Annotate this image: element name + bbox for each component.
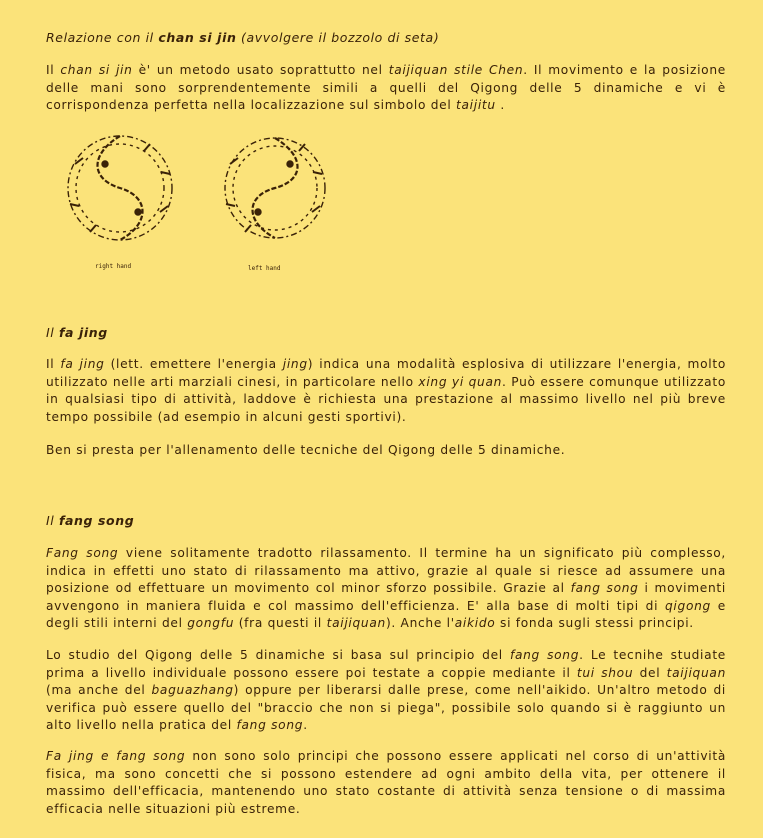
text-run: taijiquan stile Chen — [388, 63, 524, 77]
text-run: (fra questi il — [234, 616, 327, 631]
heading-term: fang song — [58, 513, 135, 528]
text-run: viene solitamente tradotto rilassamento. Il termine ha un significato più complesso, indica in effetti uno stato di rilassamento ma attivo, grazie al quale si riesce ad assumere una posizione od effettuare un movimento col minor sforzo possibile. Grazie al — [46, 546, 726, 596]
heading-text: (avvolgere il bozzolo di seta) — [236, 30, 440, 45]
text-run: fang song — [509, 648, 580, 662]
text-run: Il — [46, 63, 61, 77]
text-run: ) indica una modalità esplosiva di utilizzare l'energia, molto utilizzato nelle arti marziali cinesi, in particolare nello — [46, 357, 726, 389]
text-run: xing yi quan — [418, 374, 503, 389]
paragraph-chan-si-jin — [46, 62, 726, 115]
text-run: Fang song — [46, 546, 119, 560]
text-run: ) oppure per liberarsi dalle prese, come nell'aikido. Un'altro metodo di verifica può essere quello del "braccio che non si piega", possibile solo quando si è raggiunto un alto livello nella pratica del — [46, 683, 726, 733]
right-hand-diagram — [68, 136, 172, 240]
text-run: Lo studio del Qigong delle 5 dinamiche si basa sul principio del — [46, 648, 510, 662]
text-run: Il — [46, 357, 61, 371]
paragraph-fang-song-definition — [46, 545, 726, 633]
text-run: taijiquan — [666, 665, 726, 680]
heading-fang-song — [46, 513, 134, 528]
heading-text: Il — [46, 513, 59, 528]
caption-left-hand: left hand — [248, 265, 281, 272]
silk-reeling-hands-figure — [50, 134, 350, 274]
text-run: è' un metodo usato soprattutto nel — [132, 63, 389, 77]
paragraph-fa-jing-fang-song-life — [46, 748, 726, 818]
left-hand-diagram — [225, 138, 325, 238]
text-run: aikido — [454, 616, 496, 631]
text-run: baguazhang — [151, 683, 234, 698]
heading-text: Relazione con il — [46, 30, 159, 45]
text-run: gongfu — [187, 616, 235, 631]
text-run: . — [495, 98, 505, 113]
text-run: fa jing — [60, 357, 105, 371]
text-run: (ma anche del — [46, 683, 152, 698]
text-run: qigong — [664, 598, 711, 613]
text-run: ). Anche l' — [385, 616, 455, 631]
text-run: fang song — [570, 581, 639, 596]
heading-term: fa jing — [58, 325, 108, 340]
text-run: chan si jin — [60, 63, 133, 77]
paragraph-fa-jing-training: Ben si presta per l'allenamento delle tecniche del Qigong delle 5 dinamiche. — [46, 443, 566, 457]
text-run: . Le tecnihe studiate prima a livello individuale possono essere poi testate a coppie mediante il — [46, 648, 726, 680]
text-run: taijitu — [456, 98, 496, 113]
text-run: fang song — [236, 718, 304, 733]
caption-right-hand: right hand — [95, 263, 132, 270]
paragraph-fa-jing — [46, 356, 726, 426]
text-run: . — [303, 718, 308, 733]
text-run: taijiquan — [326, 616, 386, 631]
text-run: si fonda sugli stessi principi. — [495, 616, 694, 631]
text-run: jing — [282, 357, 308, 371]
text-run: Fa jing e fang song — [46, 749, 186, 763]
text-run: . Il movimento e la posizione delle mani sono sorprendentemente simili a quelli del Qigong delle 5 dinamiche e vi è corrispondenza perfetta nella localizzazione sul simbolo del — [46, 63, 726, 113]
text-run: e degli stili interni del — [46, 598, 726, 631]
heading-term: chan si jin — [158, 30, 237, 45]
text-run: (lett. emettere l'energia — [104, 357, 283, 371]
text-run: tui shou — [576, 665, 634, 680]
text-run: i movimenti avvengono in maniera fluida e col massimo dell'efficienza. E' alla base di molti tipi di — [46, 581, 726, 613]
heading-chan-si-jin — [46, 30, 439, 45]
heading-text: Il — [46, 325, 59, 340]
text-run: del — [633, 665, 667, 680]
heading-fa-jing — [46, 325, 108, 340]
text-run: . Può essere comunque utilizzato in qualsiasi tipo di attività, laddove è richiesta una prestazione al massimo livello nel più breve tempo possibile (ad esempio in alcuni gesti sportivi). — [46, 374, 726, 424]
text-run: non sono solo principi che possono essere applicati nel corso di un'attività fisica, ma sono concetti che si possono estendere ad ogni ambito della vita, per ottenere il massimo dell'efficacia, mantenendo uno stato costante di attività senza tensione o di massima efficacia nelle situazioni più estreme. — [46, 749, 726, 816]
paragraph-fang-song-study — [46, 647, 726, 735]
